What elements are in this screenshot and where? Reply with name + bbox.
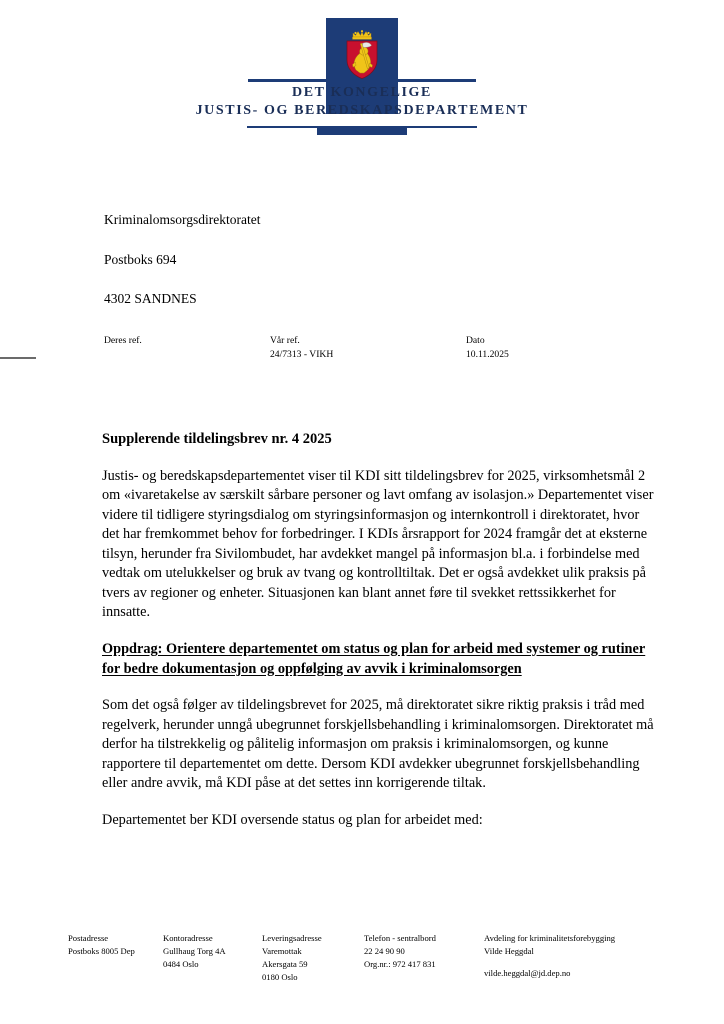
footer-delivery-line-1: Varemottak: [262, 946, 302, 957]
letterhead-text: [0, 84, 724, 120]
footer-org-number: Org.nr.: 972 417 831: [364, 959, 436, 970]
footer-department: [484, 932, 615, 980]
footer-spacer: [484, 958, 615, 967]
footer-postal-label: Postadresse: [68, 933, 109, 943]
date-column: [466, 334, 509, 361]
our-ref-label: Vår ref.: [270, 335, 300, 346]
letterhead-line-2: JUSTIS- OG BEREDSKAPSDEPARTEMENT: [195, 102, 529, 118]
footer-office-label: Kontoradresse: [163, 933, 213, 943]
paragraph-2: Som det også følger av tildelingsbrevet for 2025, må direktoratet sikre riktig praksis i tråd med regelverk, herunder unngå ubegrunnet forskjellsbehandling i kriminalomsorgen. Direktoratet må derfor ha tilstrekkelig og pålitelig informasjon om praksis i kriminalomsorgen, og kunne rapportere til departementet om dette. Dersom KDI avdekker ubegrunnet forskjellsbehandling eller andre avvik, må KDI påse at det settes inn korrigerende tiltak.: [102, 697, 654, 792]
footer-phone-number: 22 24 90 90: [364, 946, 405, 957]
their-ref-label: Deres ref.: [104, 335, 142, 346]
recipient-address: [104, 190, 260, 329]
paragraph-3: Departementet ber KDI oversende status og plan for arbeidet med:: [102, 811, 483, 828]
footer-delivery-line-2: Akersgata 59: [262, 959, 308, 970]
footer-contact-email[interactable]: vilde.heggdal@jd.dep.no: [484, 968, 571, 979]
date-label: Dato: [466, 335, 485, 346]
letterhead-line-1: DET KONGELIGE: [292, 85, 432, 100]
section-heading-oppdrag: Oppdrag: Orientere departementet om status og plan for arbeid med systemer og rutiner for bedre dokumentasjon og oppfølging av avvik i kriminalomsorgen: [102, 640, 646, 677]
footer-phone-label: Telefon - sentralbord: [364, 933, 436, 943]
footer-department-label: Avdeling for kriminalitetsforebygging: [484, 933, 616, 943]
document-title: Supplerende tildelingsbrev nr. 4 2025: [102, 431, 332, 447]
paragraph-1: Justis- og beredskapsdepartementet viser til KDI sitt tildelingsbrev for 2025, virksomhetsmål 2 om «ivaretakelse av særskilt sårbare personer og lavt omfang av isolasjon.» Departementet viser videre til tidligere styringsdialog om styringsinformasjon og internkontroll i direktoratet, hvor det har fremkommet behov for forbedringer. I KDIs årsrapport for 2024 framgår det at eksterne tilsyn, herunder fra Sivilombudet, har avdekket mangel på informasjon bl.a. i forbindelse med vedtak om utelukkelser og bruk av tvang og kontrolltiltak. Det er også avdekket ulik praksis på tvers av regioner og enheter. Situasjonen kan blant annet føre til svekket rettssikkerhet for innsatte.: [102, 467, 654, 621]
our-ref-column: [270, 334, 333, 361]
footer-delivery-address: [262, 932, 322, 984]
recipient-name: Kriminalomsorgsdirektoratet: [104, 211, 261, 227]
footer-delivery-label: Leveringsadresse: [262, 933, 322, 943]
footer-postal-address: [68, 932, 135, 958]
letterhead: [0, 18, 724, 128]
our-ref-value: 24/7313 - VIKH: [270, 348, 334, 360]
their-ref-column: [104, 334, 142, 348]
footer-office-line-1: Gullhaug Torg 4A: [163, 946, 226, 957]
letterhead-rule-top: [248, 79, 476, 82]
document-body: [102, 430, 654, 847]
footer-postal-line-1: Postboks 8005 Dep: [68, 946, 135, 957]
margin-rule: [0, 357, 36, 359]
footer-phone: [364, 932, 436, 971]
footer-office-address: [163, 932, 226, 971]
recipient-po-box: Postboks 694: [104, 251, 177, 267]
letterhead-block-bottom: [317, 126, 407, 135]
footer-office-line-2: 0484 Oslo: [163, 959, 199, 970]
footer-contact-name: Vilde Heggdal: [484, 946, 534, 957]
date-value: 10.11.2025: [466, 348, 509, 360]
recipient-city: 4302 SANDNES: [104, 291, 197, 307]
norwegian-coat-of-arms-icon: [340, 26, 384, 82]
footer-delivery-line-3: 0180 Oslo: [262, 972, 298, 983]
